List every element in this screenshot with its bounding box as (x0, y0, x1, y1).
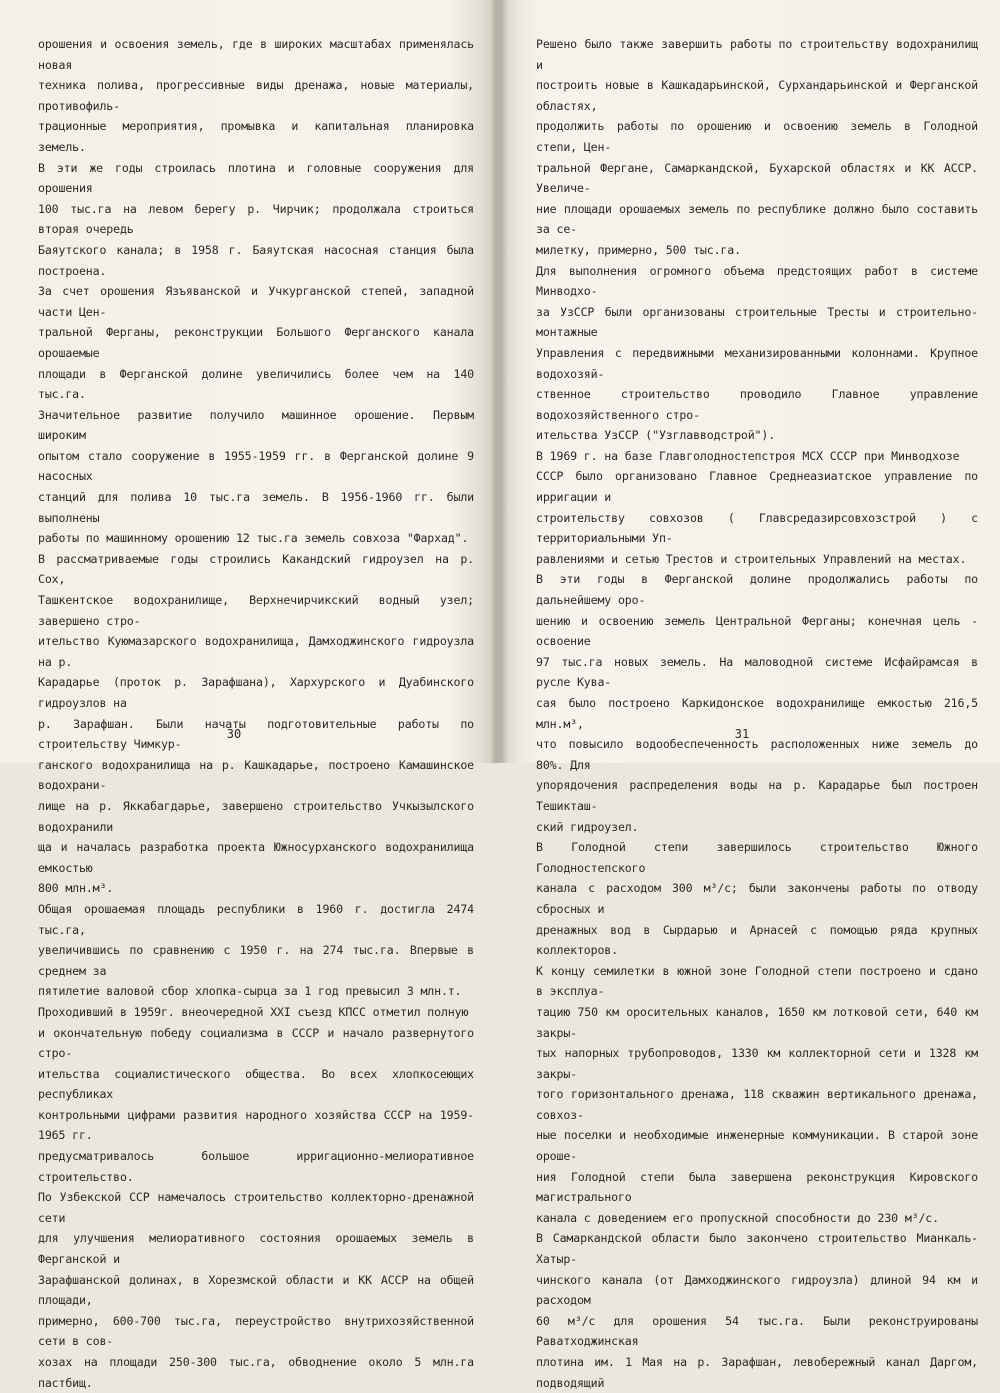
right-page (504, 0, 1000, 1390)
page-number: 31 (734, 727, 750, 741)
paragraph: Для выполнения огромного объема предстоящих работ в системе Минводхо- за УзССР были организованы строительные Тресты и строительно-монтажные Управления с передвижными механизированными колоннами. Крупное водохозяй- ственное строительство проводило Главное управление водохозяйственного стро- ительства УзССР ("Узглавводстрой"). (536, 263, 978, 443)
paragraph: В рассматриваемые годы строились Какандский гидроузел на р. Сох, Ташкентское водохранилище, Верхнечирчикский водный узел; завершено стро- ительство Куюмазарского водохранилища, Дамходжинского гидроузла на р. Карадарье (проток р. Зарафшана), Хархурского и Дуабинского гидроузлов на р. Зарафшан. Были начаты подготовительные работы по строительству Чимкур- ганского водохранилища на р. Кашкадарье, построено Камашинское водохрани- лище на р. Яккабагдарье, завершено строительство Учкызылского водохранили ща и началась разработка проекта Южносурханского водохранилища емкостью 800 млн.м³. (38, 551, 474, 896)
paragraph: Проходивший в 1959г. внеочередной XXI съезд КПСС отметил полную и окончательную победу социализма в СССР и начало развернутого стро- ительства социалистического общества. Во всех хлопкосеющих республиках контрольными цифрами развития народного хозяйства СССР на 1959-1965 гг. предусматривалось большое ирригационно-мелиоративное строительство. (38, 1004, 474, 1184)
paragraph: Решено было также завершить работы по строительству водохранилищ и построить новые в Кашкадарьинской, Сурхандарьинской и Ферганской областях, продолжить работы по орошению и освоению земель в Голодной степи, Цен- тральной Фергане, Самаркандской, Бухарской областях и КК АССР. Увеличе- ние площади орошаемых земель по республике должно было составить за се- милетку, примерно, 500 тыс.га. (536, 37, 978, 257)
paragraph: В Самаркандской области было закончено строительство Мианкаль-Хатыр- чинского канала (от Дамходжинского гидроузла) длиной 94 км и расходом 60 м³/с для орошения 54 тыс.га. Были реконструированы Раватходжинская плотина им. 1 Мая на р. Зарафшан, левобережный канал Даргом, подводящий (536, 1231, 978, 1390)
paragraph: В эти же годы строилась плотина и головные сооружения для орошения 100 тыс.га на левом берегу р. Чирчик; продолжала строиться вторая очередь Баяутского канала; в 1958 г. Баяутская насосная станция была построена. За счет орошения Язъяванской и Учкурганской степей, западной части Цен- тральной Ферганы, реконструкции Большого Ферганского канала орошаемые площади в Ферганской долине увеличились более чем на 140 тыс.га. (38, 160, 474, 402)
left-page (0, 0, 494, 1390)
paragraph: В Голодной степи завершилось строительство Южного Голодностепского канала с расходом 300 м³/с; были закончены работы по отводу сбросных и дренажных вод в Сырдарью и Арнасей с помощью ряда крупных коллекторов. К концу семилетки в южной зоне Голодной степи построено и сдано в эксплуа- тацию 750 км оросительных каналов, 1650 км лотковой сети, 640 км закры- тых напорных трубопроводов, 1330 км коллекторной сети и 1328 км закры- того горизонтального дренажа, 118 скважин вертикального дренажа, совхоз- ные поселки и необходимые инженерные коммуникации. В старой зоне ороше- ния Голодной степи была завершена реконструкция Кировского магистрального канала с доведением его пропускной способности до 230 м³/с. (536, 840, 978, 1225)
paragraph: орошения и освоения земель, где в широких масштабах применялась новая техника полива, прогрессивные виды дренажа, новые материалы, противофиль- трационные мероприятия, промывка и капитальная планировка земель. (38, 37, 474, 154)
paragraph: Общая орошаемая площадь республики в 1960 г. достигла 2474 тыс.га, увеличившись по сравнению с 1950 г. на 274 тыс.га. Впервые в среднем за пятилетие валовой сбор хлопка-сырца за 1 год превысил 3 млн.т. (38, 901, 474, 999)
paragraph: В 1969 г. на базе Главголодностепстроя МСХ СССР при Минводхозе СССР было организовано Главное Среднеазиатское управление по ирригации и строительству совхозов ( Главсредазирсовхозстрой ) с территориальными Уп- равлениями и сетью Трестов и строительных Управлений на местах. (536, 448, 978, 566)
paragraph: Значительное развитие получило машинное орошение. Первым широким опытом стало сооружение в 1955-1959 гг. в Ферганской долине 9 насосных станций для полива 10 тыс.га земель. В 1956-1960 гг. были выполнены работы по машинному орошению 12 тыс.га земель совхоза "Фархад". (38, 407, 474, 546)
page-number: 30 (226, 727, 242, 741)
paragraph: В эти годы в Ферганской долине продолжались работы по дальнейшему оро- шению и освоению земель Центральной Ферганы; конечная цель - освоение 97 тыс.га новых земель. На маловодной системе Исфайрамсая в русле Кува- сая было построено Каркидонское водохранилище емкостью 216,5 млн.м³, что повысило водообеспеченность расположенных ниже земель до 80%. Для упорядочения распределения воды на р. Карадарье был построен Тешикташ- ский гидроузел. (536, 572, 978, 834)
paragraph: По Узбекской ССР намечалось строительство коллекторно-дренажной сети для улучшения мелиоративного состояния орошаемых земель в Ферганской и Зарафшанской долинах, в Хорезмской области и КК АССР на общей площади, примерно, 600-700 тыс.га, переустройство внутрихозяйственной сети в сов- хозах на площади 250-300 тыс.га, обводнение около 5 млн.га пастбищ. (38, 1190, 474, 1390)
